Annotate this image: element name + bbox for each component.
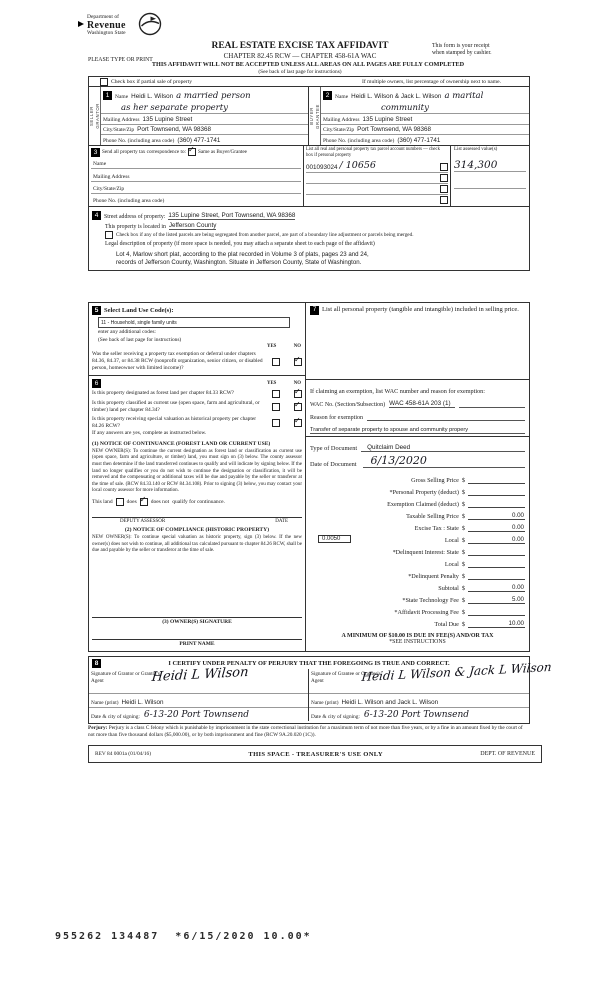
exemption-divider (306, 379, 529, 380)
row-value: 0.00 (468, 536, 525, 544)
seller-name-label: Name (115, 94, 129, 100)
reason-value: Transfer of separate property to spouse and community propery (310, 427, 525, 434)
dollar-sign: $ (461, 561, 465, 568)
land-use-code-box: 11 - Household, single family units (98, 317, 290, 328)
additional-codes-label: enter any additional codes: (98, 329, 156, 335)
receipt-note-line1: This form is your receipt (432, 43, 490, 49)
wac-label: WAC No. (Section/Subsection) (310, 402, 386, 408)
see-back-note: (See back of last page for instructions) (258, 69, 342, 75)
corr-csz-label: City/State/Zip (93, 185, 125, 192)
does-not-label: does not (150, 498, 170, 505)
row-label: Local (444, 537, 459, 544)
partial-sale-checkbox (100, 78, 108, 86)
forest-land-question-row (92, 390, 302, 398)
parcel-number-value: 001093024 (306, 164, 338, 171)
forest-no-checkbox (294, 390, 302, 398)
row-label: Exemption Claimed (deduct) (387, 501, 459, 508)
seller-mailing-value: 135 Lupine Street (142, 115, 193, 123)
grantor-date-handwriting: 6-13-20 Port Townsend (143, 710, 250, 720)
parcel1-personal-checkbox (440, 163, 448, 171)
personal-property-label: List all personal property (tangible and intangible) included in selling price. (322, 306, 519, 313)
section5-6-divider (89, 375, 305, 376)
form-upper-block (88, 76, 530, 271)
this-land-label: This land (92, 498, 113, 505)
same-as-buyer-label: Same as Buyer/Grantee (197, 149, 247, 155)
assessed-values-block (451, 146, 529, 206)
buyer-mailing-value: 135 Lupine Street (362, 115, 413, 123)
section3-number: 3 (91, 148, 100, 157)
partial-sale-label: Check box if partial sale of property (111, 78, 193, 85)
revenue-text: Revenue (87, 19, 126, 31)
grantee-signature-label: Signature of Grantee or Grantee's Agent (311, 671, 381, 684)
notice1-body: NEW OWNER(S): To continue the current designation as forest land or classification as current use (open space, farm and agriculture, or timber) land, you must sign on (3) below. The county assessor must then determine if the land transferred continues to qualify and will indicate by signing below. If the land no longer qualifies or you do not wish to continue the designation or classification, it will be removed and the compensating or additional taxes will be due and payable by the seller or transferor at the time of sale. (RCW 84.33.140 or RCW 84.34.108). Prior to signing (3) below, you may contact your local county assessor for more information. (92, 448, 302, 494)
buyer-section (309, 87, 529, 145)
please-type-note: PLEASE TYPE OR PRINT (88, 57, 153, 63)
doc-date-handwriting: 6/13/2020 (363, 454, 525, 468)
buyer-phone-value: (360) 477-1741 (397, 137, 441, 145)
seller-phone-label: Phone No. (including area code) (103, 138, 175, 145)
section8-number: 8 (92, 659, 101, 668)
current-use-question: Is this property classified as current use (open space, farm and agricultural, or timber) land per chapter 84.34? (92, 400, 260, 414)
notice2-body: NEW OWNER(S): To continue special valuation as historic property, sign (3) below. If the new owner(s) does not wish to continue, all additional tax calculated pursuant to chapter 84.26 RCW, shall be due and payable by the seller or transferor at the time of sale. (92, 534, 302, 554)
total-due-row (310, 616, 525, 628)
section3-row (89, 146, 529, 207)
grantor-date-label: Date & city of signing: (91, 714, 140, 720)
seller-name-handwriting: a married person (176, 90, 251, 101)
seller-csz-value: Port Townsend, WA 98368 (137, 126, 212, 134)
dollar-sign: $ (461, 525, 465, 532)
document-divider (306, 436, 529, 437)
seller-grantor-strip (89, 87, 101, 145)
state-technology-fee-row (310, 592, 525, 604)
segregated-label: Check box if any of the listed parcels are being segregated from another parcel, are part of a boundary line adjustment or parcels being merged. (116, 231, 414, 238)
buyer-grantee-strip (309, 87, 321, 145)
grantor-signature-column (89, 664, 309, 721)
street-address-value: 135 Lupine Street, Port Townsend, WA 98368 (168, 212, 296, 219)
grantee-date-label: Date & city of signing: (311, 714, 360, 720)
section7-number: 7 (310, 306, 319, 315)
owners-signature-label: (3) OWNER(S) SIGNATURE (162, 619, 232, 625)
cashier-stamp-line: 955262 134487 *6/15/2020 10.00* (55, 931, 312, 942)
grantor-strip-label: GRANTOR (95, 103, 100, 129)
row-label: Gross Selling Price (411, 477, 459, 484)
historic-yes-checkbox (272, 419, 280, 427)
assessed-value-blank-line (454, 172, 526, 189)
current-use-question-row (92, 400, 302, 414)
section6-number: 6 (92, 379, 101, 388)
dollar-sign: $ (461, 489, 465, 496)
excise-tax-state-row (310, 520, 525, 532)
s6-no-header: NO (293, 380, 301, 386)
street-address-label: Street address of property: (104, 214, 166, 220)
certify-statement: I CERTIFY UNDER PENALTY OF PERJURY THAT THE FOREGOING IS TRUE AND CORRECT. (168, 659, 450, 667)
corr-phone-label: Phone No. (including area code) (93, 198, 165, 204)
section2-number: 2 (323, 91, 332, 100)
grantee-strip-label: GRANTEE (315, 103, 320, 129)
does-checkbox (116, 498, 124, 506)
chapter-line: CHAPTER 82.45 RCW — CHAPTER 458-61A WAC (223, 52, 377, 60)
form-title: REAL ESTATE EXCISE TAX AFFIDAVIT (211, 41, 389, 51)
perjury-paragraph (88, 725, 528, 740)
historic-question-row (92, 416, 302, 430)
dollar-sign: $ (461, 597, 465, 604)
assessed-value-handwriting: 314,300 (454, 159, 498, 171)
s5-yes-header: YES (267, 344, 277, 350)
parcel2-personal-checkbox (440, 174, 448, 182)
dollar-sign: $ (461, 585, 465, 592)
located-county-value: Jefferson County (168, 222, 217, 229)
dollar-sign: $ (461, 621, 465, 628)
historic-no-checkbox (294, 419, 302, 427)
agency-logo-text (87, 15, 126, 37)
doc-type-value: Quitclaim Deed (361, 444, 525, 452)
notice1-title: (1) NOTICE OF CONTINUANCE (FOREST LAND OR CURRENT USE) (92, 440, 271, 447)
grantee-date-handwriting: 6-13-20 Port Townsend (363, 710, 470, 720)
seller-name-handwriting2: as her separate property (121, 102, 228, 113)
forest-yes-checkbox (272, 390, 280, 398)
signature-block (88, 656, 553, 724)
parcel-number-handwriting: / 10656 (339, 160, 376, 171)
form-revision-number: REV 84 0001a (01/04/16) (95, 751, 152, 757)
s5-yes-checkbox (272, 358, 280, 366)
grantee-name-print-value: Heidi L. Wilson and Jack L. Wilson (341, 699, 439, 706)
warning-line: THIS AFFIDAVIT WILL NOT BE ACCEPTED UNLESS ALL AREAS ON ALL PAGES ARE FULLY COMPLETED (151, 61, 465, 68)
seller-buyer-row (89, 87, 529, 146)
row-label: Total Due (434, 621, 459, 628)
s5-question-text: Was the seller receiving a property tax exemption or deferral under chapters 84.36, 84.37, or 84.38 RCW (nonprofit organization, senior citizen, or disabled person, homeowner with limited income)? (92, 351, 263, 372)
section4-property-block (89, 207, 529, 270)
multiple-owners-note: If multiple owners, list percentage of ownership next to name. (361, 78, 501, 85)
current-use-yes-checkbox (272, 403, 280, 411)
row-label: Subtotal (438, 585, 459, 592)
buyer-name-handwriting: a marital (444, 90, 484, 101)
legal-description-line2: records of Jefferson County, Washington. Situate in Jefferson County, State of Washington. (116, 259, 362, 267)
row-label: Taxable Selling Price (406, 513, 459, 520)
same-as-buyer-checkbox (188, 148, 196, 156)
parcel-numbers-block (304, 146, 451, 206)
located-in-label: This property is located in (105, 224, 166, 230)
s5-no-header: NO (293, 344, 301, 350)
section4-number: 4 (92, 211, 101, 220)
notice2-title: (2) NOTICE OF COMPLIANCE (HISTORIC PROPERTY) (124, 526, 270, 533)
parcel4-personal-checkbox (440, 196, 448, 204)
section1-number: 1 (103, 91, 112, 100)
corr-mailing-label: Mailing Address (93, 173, 130, 180)
row-value: 10.00 (468, 620, 525, 628)
row-label: *State Technology Fee (402, 597, 459, 604)
row-label: *Personal Property (deduct) (389, 489, 459, 496)
grantee-name-print-label: Name (print) (311, 700, 339, 706)
tax-correspondence-block (89, 146, 304, 206)
doc-type-label: Type of Document (310, 445, 358, 452)
buyer-csz-label: City/State/Zip (323, 127, 355, 134)
section5-number: 5 (92, 306, 101, 315)
land-use-title: Select Land Use Code(s): (104, 307, 174, 314)
dollar-sign: $ (461, 609, 465, 616)
delinquent-interest-local-row (310, 556, 525, 568)
row-value: 5.00 (468, 596, 525, 604)
land-use-column (89, 303, 306, 651)
affidavit-processing-fee-row (310, 604, 525, 616)
legal-description-label: Legal description of property (if more space is needed, you may attach a separate sheet to each page of the affidavit) (105, 241, 375, 247)
grantor-signature-handwriting: Heidi L Wilson (151, 664, 250, 685)
parcel3-personal-checkbox (440, 185, 448, 193)
dollar-sign: $ (461, 573, 465, 580)
deputy-assessor-label: DEPUTY ASSESSOR (120, 518, 166, 524)
delinquent-interest-state-row (310, 544, 525, 556)
row-label: *Affidavit Processing Fee (394, 609, 459, 616)
minimum-fee-note: A MINIMUM OF $10.00 IS DUE IN FEE(S) AND/OR TAX (341, 633, 494, 639)
delinquent-penalty-row (310, 568, 525, 580)
grantor-name-print-label: Name (print) (91, 700, 119, 706)
gross-selling-price-row (310, 472, 525, 484)
excise-tax-local-row (310, 532, 525, 544)
money-table (310, 472, 525, 628)
local-rate-box: 0.0050 (318, 535, 351, 543)
seller-csz-label: City/State/Zip (103, 127, 135, 134)
dollar-sign: $ (461, 537, 465, 544)
reason-label: Reason for exemption (310, 415, 363, 421)
row-value: 0.00 (468, 524, 525, 532)
dept-of-text: Department of (87, 14, 119, 20)
doc-date-label: Date of Document (310, 461, 357, 468)
washington-state-text: Washington State (87, 30, 126, 37)
s6-yes-header: YES (267, 380, 277, 386)
s5-exemption-question-row (92, 351, 302, 372)
s5-see-back-note: (See back of last page for instructions) (98, 336, 182, 343)
qualify-label: qualify for continuance. (172, 498, 225, 505)
send-correspondence-label: Send all property tax correspondence to: (102, 149, 186, 155)
date-label: DATE (275, 518, 288, 524)
assessed-value-blank-line2 (454, 189, 526, 205)
row-value: 0.00 (468, 512, 525, 520)
if-yes-note: If any answers are yes, complete as instructed below. (92, 430, 207, 437)
grantor-name-print-value: Heidi L. Wilson (121, 699, 164, 706)
buyer-name-label: Name (335, 94, 349, 100)
continuance-line (92, 498, 302, 506)
see-instructions-note: *SEE INSTRUCTIONS (389, 639, 446, 645)
buyer-mailing-label: Mailing Address (323, 116, 360, 123)
form-middle-block (88, 302, 530, 652)
forest-land-question: Is this property designated as forest land per chapter 84.33 RCW? (92, 390, 235, 397)
buyer-phone-label: Phone No. (including area code) (323, 138, 395, 145)
perjury-text: Perjury is a class C felony which is punishable by imprisonment in the state correctional institution for a maximum term of not more than five years, or by a fine in an amount fixed by the court of not more than five thousand dollars ($5,000.00), or by both imprisonment and fine (RCW 9A.20.020 (1C)). (88, 725, 523, 739)
dor-seal-icon (138, 12, 162, 36)
dollar-sign: $ (461, 477, 465, 484)
dollar-sign: $ (461, 513, 465, 520)
s5-no-checkbox (294, 358, 302, 366)
legal-description-line1: Lot 4, Marlow short plat, according to the plat recorded in Volume 3 of plats, pages 23 and 24, (116, 251, 369, 258)
dept-of-revenue-label: DEPT. OF REVENUE (480, 751, 535, 757)
row-label: *Delinquent Penalty (408, 573, 459, 580)
does-label: does (126, 498, 137, 505)
tax-computation-column (306, 303, 529, 651)
footer-strip (88, 745, 542, 763)
grantee-signature-handwriting: Heidi L Wilson & Jack L Wilson (361, 659, 553, 684)
subtotal-row (310, 580, 525, 592)
dollar-sign: $ (461, 501, 465, 508)
current-use-no-checkbox (294, 403, 302, 411)
historic-question: Is this property receiving special valuation as historical property per chapter 84.26 RCW? (92, 416, 257, 430)
assessed-values-header: List assessed value(s) (454, 147, 498, 152)
dollar-sign: $ (461, 549, 465, 556)
does-not-checkbox (140, 498, 148, 506)
buyer-strip-label: BUYER (309, 107, 314, 125)
receipt-note-line2: when stamped by cashier. (432, 50, 492, 57)
seller-phone-value: (360) 477-1741 (177, 137, 221, 145)
exemption-claimed-row (310, 496, 525, 508)
taxable-selling-price-row (310, 508, 525, 520)
logo-arrow-icon (78, 21, 84, 27)
row-label: Local (444, 561, 459, 568)
seller-mailing-label: Mailing Address (103, 116, 140, 123)
seller-strip-label: SELLER (89, 105, 94, 127)
row-label: Excise Tax : State (414, 525, 459, 532)
parcel-header: List all real and personal property tax parcel account numbers — check box if personal property (306, 147, 440, 158)
buyer-name-value: Heidi L. Wilson & Jack L. Wilson (351, 93, 442, 100)
buyer-name-handwriting2: community (381, 102, 429, 113)
corr-name-label: Name (93, 161, 107, 168)
exemption-intro: If claiming an exemption, list WAC number and reason for exemption: (310, 388, 485, 395)
wac-value: WAC 458-61A 203 (1) (389, 400, 455, 408)
grantor-signature-label: Signature of Grantor or Grantor's Agent (91, 671, 160, 684)
segregated-checkbox (105, 231, 113, 239)
buyer-csz-value: Port Townsend, WA 98368 (357, 126, 432, 134)
partial-sale-row (89, 77, 529, 87)
personal-property-blank-area (310, 315, 525, 377)
perjury-bold-prefix: Perjury: (88, 725, 108, 731)
seller-name-value: Heidi L. Wilson (131, 93, 174, 100)
seller-section (89, 87, 309, 145)
treasurer-space-label: THIS SPACE - TREASURER'S USE ONLY (248, 750, 383, 758)
row-label: *Delinquent Interest: State (392, 549, 459, 556)
row-value: 0.00 (468, 584, 525, 592)
print-name-label: PRINT NAME (179, 641, 215, 647)
personal-property-deduct-row (310, 484, 525, 496)
